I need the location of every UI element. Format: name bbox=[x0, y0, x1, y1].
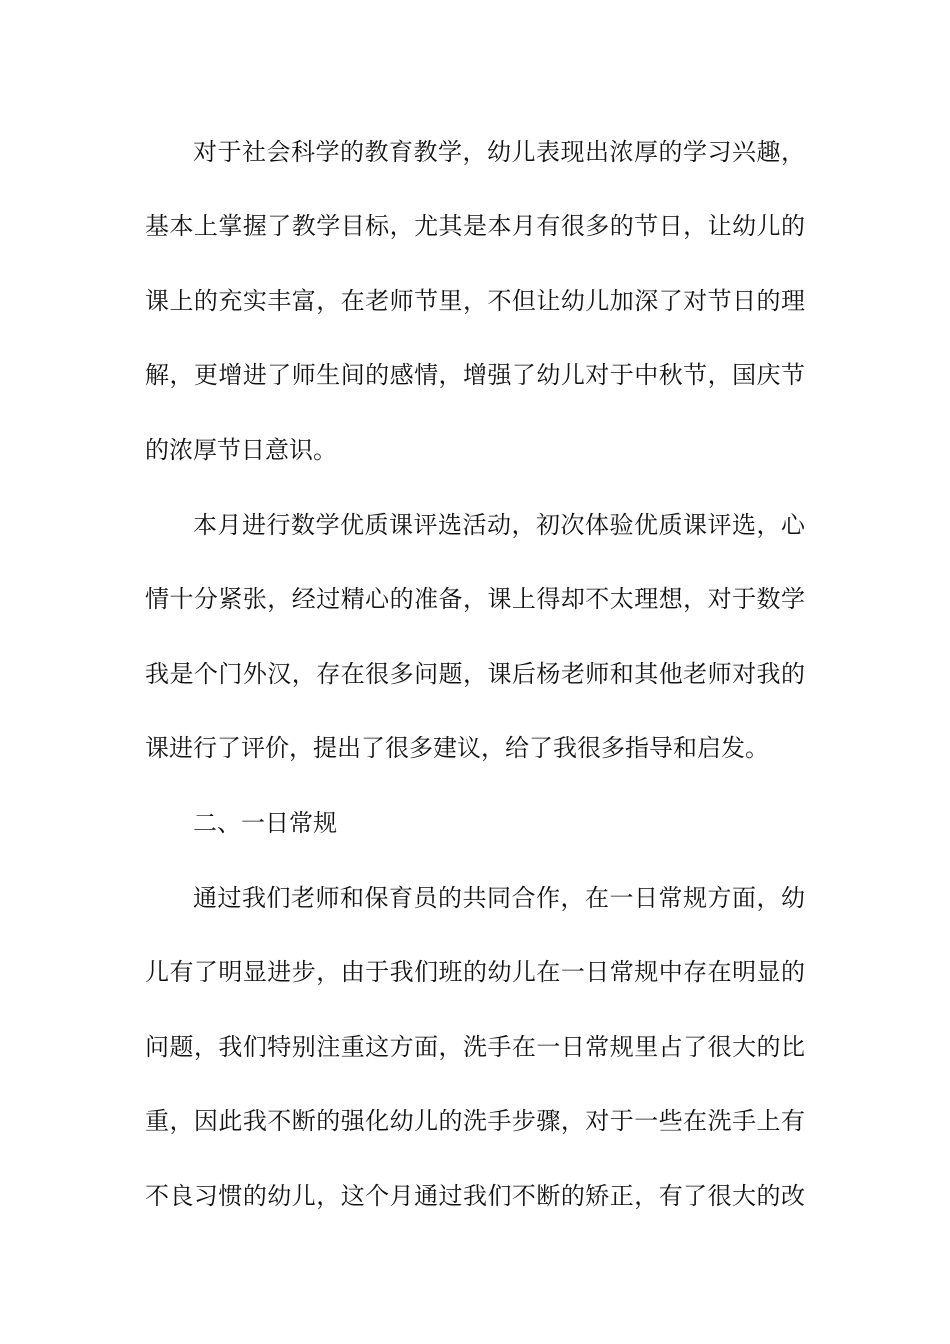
section-heading: 二、一日常规 bbox=[193, 809, 337, 837]
paragraph-3-line-4: 重，因此我不断的强化幼儿的洗手步骤，对于一些在洗手上有 bbox=[145, 1107, 805, 1135]
paragraph-3-line-1: 通过我们老师和保育员的共同合作，在一日常规方面，幼 bbox=[193, 884, 805, 912]
paragraph-1-line-4: 解，更增进了师生间的感情，增强了幼儿对于中秋节，国庆节 bbox=[145, 361, 805, 389]
paragraph-1-line-1: 对于社会科学的教育教学，幼儿表现出浓厚的学习兴趣， bbox=[193, 138, 805, 166]
paragraph-3-line-3: 问题，我们特别注重这方面，洗手在一日常规里占了很大的比 bbox=[145, 1033, 805, 1061]
paragraph-2-line-2: 情十分紧张，经过精心的准备，课上得却不太理想，对于数学 bbox=[145, 585, 805, 613]
paragraph-3-line-2: 儿有了明显进步，由于我们班的幼儿在一日常规中存在明显的 bbox=[145, 958, 805, 986]
paragraph-1-line-3: 课上的充实丰富，在老师节里，不但让幼儿加深了对节日的理 bbox=[145, 287, 805, 315]
paragraph-1-line-5: 的浓厚节日意识。 bbox=[145, 436, 337, 464]
paragraph-3-line-5: 不良习惯的幼儿，这个月通过我们不断的矫正，有了很大的改 bbox=[145, 1182, 805, 1210]
paragraph-2-line-1: 本月进行数学优质课评选活动，初次体验优质课评选，心 bbox=[193, 511, 805, 539]
paragraph-2-line-3: 我是个门外汉，存在很多问题，课后杨老师和其他老师对我的 bbox=[145, 660, 805, 688]
paragraph-2-line-4: 课进行了评价，提出了很多建议，给了我很多指导和启发。 bbox=[145, 734, 769, 762]
paragraph-1-line-2: 基本上掌握了教学目标，尤其是本月有很多的节日，让幼儿的 bbox=[145, 212, 805, 240]
